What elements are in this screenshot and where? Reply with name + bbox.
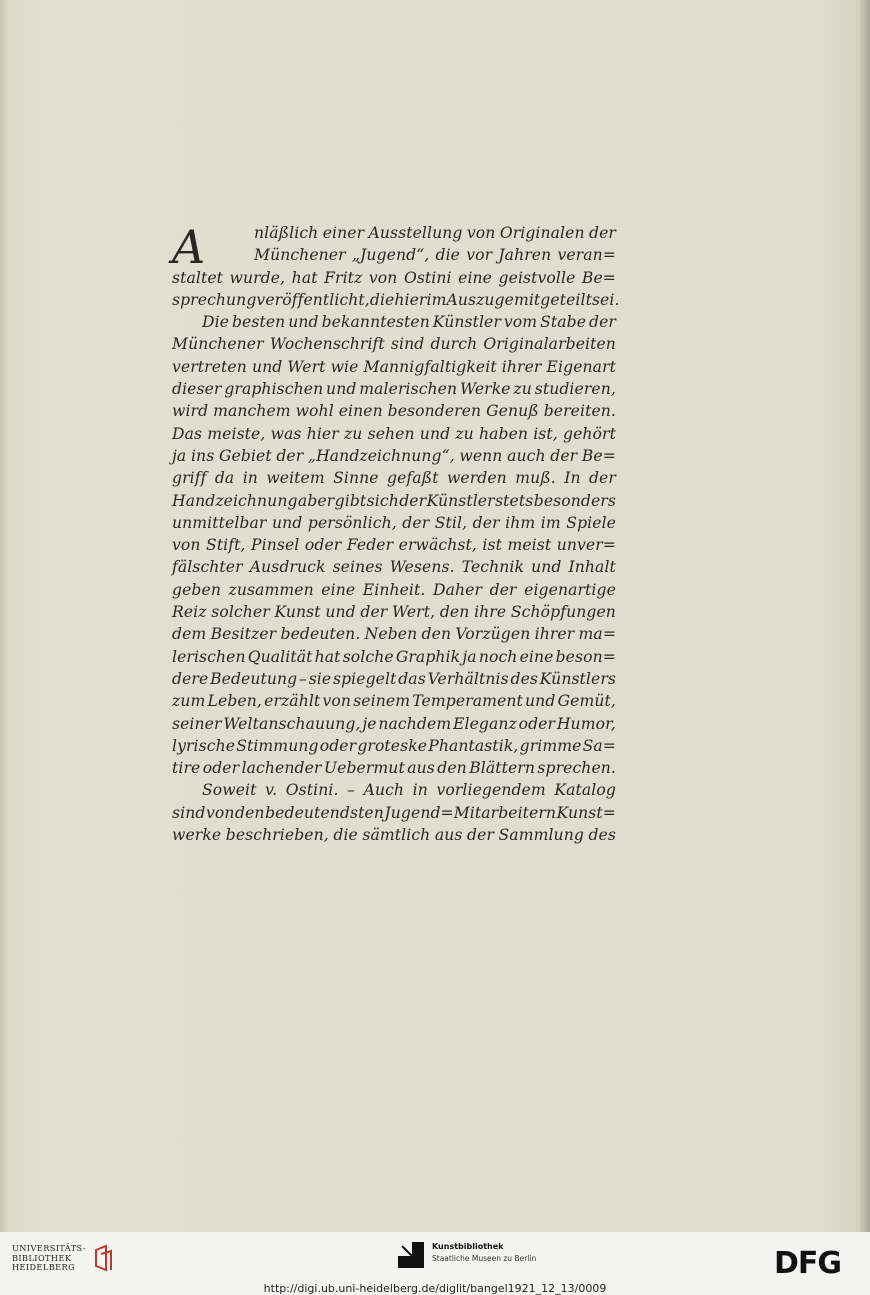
word: Gebiet xyxy=(218,446,272,465)
word: ihre xyxy=(474,603,507,622)
word: studieren, xyxy=(534,380,616,399)
word: Fritz xyxy=(324,268,363,287)
word: Stabe xyxy=(540,313,587,332)
word: bedeuten. xyxy=(280,625,361,644)
word: noch xyxy=(478,647,518,666)
word: Gemüt, xyxy=(557,692,616,711)
word: veran= xyxy=(557,246,616,265)
word: Stil, xyxy=(434,513,468,532)
word: Verhältnis xyxy=(427,669,509,688)
word: Graphik xyxy=(395,647,461,666)
word: eigenartige xyxy=(524,580,616,599)
word: sprechung xyxy=(172,290,257,309)
text-line xyxy=(172,579,616,601)
page-edge xyxy=(860,0,870,1232)
word: unmittelbar xyxy=(172,513,267,532)
word: – xyxy=(299,669,307,688)
word: Wert xyxy=(287,357,326,376)
word: Wert, xyxy=(392,603,436,622)
word: staltet xyxy=(172,268,224,287)
word: solcher xyxy=(211,603,270,622)
word: Ostini. xyxy=(285,781,339,800)
text-line xyxy=(172,423,616,445)
text-line xyxy=(172,713,616,735)
word: den xyxy=(437,759,467,778)
word: der xyxy=(276,446,304,465)
word: Die xyxy=(202,313,230,332)
word: Qualität xyxy=(247,647,313,666)
word: weitem xyxy=(266,469,325,488)
word: graphischen xyxy=(224,380,324,399)
word: Jahren xyxy=(498,246,552,265)
word: der xyxy=(589,313,616,332)
text-line xyxy=(172,757,616,779)
word: In xyxy=(564,469,581,488)
word: den xyxy=(235,803,265,822)
word: sprechen. xyxy=(537,759,616,778)
text-line xyxy=(172,490,616,512)
word: bedeutendsten xyxy=(265,803,384,822)
ub-text-line: UNIVERSITÄTS- xyxy=(12,1243,87,1253)
text-line xyxy=(172,802,616,824)
word: v. xyxy=(265,781,278,800)
word: Kunst= xyxy=(556,803,616,822)
word: und xyxy=(288,313,319,332)
word: erwächst, xyxy=(398,536,477,555)
word: aus xyxy=(434,826,463,845)
word: wurde, xyxy=(229,268,286,287)
word: Be= xyxy=(581,446,616,465)
word: Ostini xyxy=(403,268,452,287)
text-line xyxy=(172,356,616,378)
word: oder xyxy=(319,736,357,755)
word: Schöpfungen xyxy=(510,603,616,622)
word: von xyxy=(466,224,496,242)
word: seinem xyxy=(353,692,411,711)
word: erzählt xyxy=(264,692,321,711)
word: werden xyxy=(446,469,507,488)
word: Eleganz xyxy=(453,714,517,733)
ub-heidelberg-logo[interactable] xyxy=(12,1244,114,1273)
word: bekanntesten xyxy=(321,313,430,332)
word: Daher xyxy=(433,580,483,599)
word: und xyxy=(531,558,562,577)
word: haben xyxy=(478,424,529,443)
word: der xyxy=(402,513,430,532)
word: ist xyxy=(482,536,502,555)
word: Auszuge xyxy=(446,290,514,309)
word: zusammen xyxy=(228,580,314,599)
word: bereiten. xyxy=(543,402,616,421)
word: Künstlers xyxy=(539,669,616,688)
word: wird xyxy=(172,402,209,421)
ub-text-line: HEIDELBERG xyxy=(12,1262,76,1272)
word: Das xyxy=(172,424,203,443)
word: im xyxy=(426,290,447,309)
word: von xyxy=(205,803,235,822)
word: groteske xyxy=(357,736,428,755)
word: meist xyxy=(507,536,552,555)
text-line xyxy=(172,824,616,846)
word: griff xyxy=(172,469,207,488)
word: eine xyxy=(519,647,554,666)
word: des xyxy=(510,669,538,688)
word: Münchener xyxy=(172,335,264,354)
text-line xyxy=(172,222,616,244)
word: unver= xyxy=(556,536,616,555)
word: geistvolle xyxy=(498,268,576,287)
text-line xyxy=(172,333,616,355)
text-line xyxy=(172,668,616,690)
word: sehen xyxy=(367,424,415,443)
word: ins xyxy=(190,446,215,465)
text-line xyxy=(172,311,616,333)
word: da xyxy=(214,469,235,488)
word: ihrer xyxy=(501,357,542,376)
word: Originalarbeiten xyxy=(483,335,616,354)
word: vorliegendem xyxy=(436,781,546,800)
word: Stimmung xyxy=(236,736,319,755)
word: gefaßt xyxy=(387,469,439,488)
word: nläßlich xyxy=(254,224,319,242)
word: und xyxy=(419,424,451,443)
word: Spiele xyxy=(566,513,616,532)
text-line xyxy=(172,779,616,801)
word: Künstler xyxy=(426,491,495,510)
word: Humor, xyxy=(556,714,616,733)
ub-heidelberg-text xyxy=(12,1244,86,1273)
word: Jugend=Mitarbeitern xyxy=(384,803,557,822)
word: ma= xyxy=(578,625,616,644)
word: Künstler xyxy=(432,313,501,332)
body-text xyxy=(172,220,620,846)
word: Handzeichnung xyxy=(172,491,298,510)
word: aus xyxy=(407,759,435,778)
word: wohl xyxy=(295,402,334,421)
word: lerischen xyxy=(172,647,246,666)
word: die xyxy=(369,290,395,309)
word: das xyxy=(398,669,426,688)
word: dieser xyxy=(172,380,222,399)
word: Pinsel xyxy=(251,536,300,555)
word: Feder xyxy=(346,536,394,555)
word: Leben, xyxy=(207,692,262,711)
word: den xyxy=(439,603,470,622)
word: Mannigfaltigkeit xyxy=(363,357,497,376)
word: muß. xyxy=(515,469,556,488)
text-line xyxy=(172,735,616,757)
word: Besitzer xyxy=(210,625,277,644)
word: einer xyxy=(322,224,365,242)
word: sämtlich xyxy=(362,826,431,845)
word: vertreten xyxy=(172,357,247,376)
word: gehört xyxy=(562,424,616,443)
word: lachender xyxy=(241,759,322,778)
word: oder xyxy=(304,536,342,555)
word: – xyxy=(347,781,356,800)
word: vor xyxy=(466,246,493,265)
word: seiner xyxy=(172,714,222,733)
word: sei. xyxy=(591,290,620,309)
word: die xyxy=(435,246,460,265)
word: und xyxy=(325,603,356,622)
word: der xyxy=(489,580,517,599)
word: tire xyxy=(172,759,201,778)
drop-cap: A xyxy=(172,220,206,274)
word: ja xyxy=(462,647,477,666)
ub-text-line: BIBLIOTHEK xyxy=(12,1252,72,1263)
word: mitgeteilt xyxy=(513,290,592,309)
word: im xyxy=(540,513,561,532)
word: hat xyxy=(291,268,318,287)
word: der xyxy=(589,224,616,242)
word: besten xyxy=(231,313,286,332)
word: Auch xyxy=(363,781,405,800)
word: vom xyxy=(503,313,538,332)
word: Blättern xyxy=(469,759,536,778)
word: der xyxy=(550,446,578,465)
text-line xyxy=(172,623,616,645)
word: Katalog xyxy=(554,781,616,800)
word: der xyxy=(472,513,500,532)
text-line xyxy=(172,467,616,489)
word: zum xyxy=(172,692,206,711)
word: Weltanschauung, xyxy=(223,714,361,733)
word: gibt xyxy=(334,491,367,510)
word: Kunst xyxy=(274,603,321,622)
text-line xyxy=(172,244,616,266)
word: meiste, xyxy=(207,424,266,443)
word: Stift, xyxy=(206,536,246,555)
word: werke xyxy=(172,826,222,845)
word: Münchener xyxy=(254,246,346,265)
kunstbibliothek-title: Kunstbibliothek xyxy=(432,1242,504,1251)
word: einen xyxy=(338,402,383,421)
word: Ausdruck xyxy=(249,558,326,577)
word: nachdem xyxy=(378,714,452,733)
footer-bar xyxy=(0,1232,870,1295)
word: geben xyxy=(172,580,221,599)
word: grimme xyxy=(519,736,582,755)
word: spiegelt xyxy=(332,669,397,688)
word: zu xyxy=(343,424,363,443)
word: malerischen xyxy=(359,380,458,399)
word: ihrer xyxy=(534,625,575,644)
word: Sa= xyxy=(582,736,616,755)
word: in xyxy=(412,781,428,800)
dfg-logo[interactable]: DFG xyxy=(774,1246,842,1281)
word: dem xyxy=(172,625,207,644)
text-line xyxy=(172,646,616,668)
word: Wesens. xyxy=(389,558,455,577)
text-line xyxy=(172,267,616,289)
word: hat xyxy=(314,647,341,666)
word: Originalen xyxy=(499,224,585,242)
text-line xyxy=(172,556,616,578)
word: und xyxy=(251,357,283,376)
word: oder xyxy=(202,759,240,778)
word: Ausstellung xyxy=(368,224,463,242)
word: wie xyxy=(330,357,359,376)
word: von xyxy=(322,692,352,711)
ub-heidelberg-mark-icon xyxy=(92,1244,114,1272)
kunstbibliothek-subtitle: Staatliche Museen zu Berlin xyxy=(432,1254,537,1263)
word: von xyxy=(172,536,201,555)
word: Bedeutung xyxy=(210,669,298,688)
word: Uebermut xyxy=(323,759,405,778)
word: seines xyxy=(332,558,383,577)
word: des xyxy=(588,826,616,845)
word: ja xyxy=(172,446,187,465)
word: wenn xyxy=(459,446,503,465)
word: Einheit. xyxy=(362,580,426,599)
text-line xyxy=(172,378,616,400)
word: veröffentlicht, xyxy=(256,290,370,309)
word: der xyxy=(360,603,388,622)
word: hier xyxy=(394,290,427,309)
word: persönlich, xyxy=(307,513,397,532)
word: sind xyxy=(390,335,425,354)
kunstbibliothek-logo[interactable] xyxy=(398,1242,536,1268)
word: beson= xyxy=(555,647,616,666)
word: zu xyxy=(513,380,532,399)
word: fälschter xyxy=(172,558,243,577)
word: was xyxy=(270,424,302,443)
word: Phantastik, xyxy=(428,736,519,755)
word: eine xyxy=(458,268,493,287)
word: in xyxy=(242,469,258,488)
word: sie xyxy=(308,669,332,688)
word: Sammlung xyxy=(498,826,584,845)
word: hier xyxy=(306,424,339,443)
kunstbibliothek-mark-icon xyxy=(398,1242,424,1268)
word: Werke xyxy=(459,380,511,399)
word: Wochenschrift xyxy=(269,335,385,354)
word: der xyxy=(588,469,616,488)
text-line xyxy=(172,534,616,556)
word: Genuß xyxy=(486,402,539,421)
word: von xyxy=(368,268,398,287)
word: beschrieben, xyxy=(225,826,329,845)
permalink-url[interactable]: http://digi.ub.uni-heidelberg.de/diglit/bangel1921_12_13/0009 xyxy=(263,1282,607,1295)
word: Technik xyxy=(461,558,525,577)
word: Be= xyxy=(581,268,616,287)
word: und xyxy=(271,513,303,532)
word: „Jugend“, xyxy=(351,246,430,265)
word: Temperament xyxy=(412,692,523,711)
word: besonders xyxy=(533,491,616,510)
word: zu xyxy=(455,424,474,443)
text-line xyxy=(172,289,620,311)
word: „Handzeichnung“, xyxy=(307,446,455,465)
text-line xyxy=(172,690,616,712)
word: je xyxy=(362,714,377,733)
word: sich xyxy=(366,491,399,510)
word: ihm xyxy=(505,513,536,532)
word: Sinne xyxy=(333,469,379,488)
text-line xyxy=(172,400,616,422)
word: den xyxy=(421,625,452,644)
text-line xyxy=(172,601,616,623)
word: eine xyxy=(321,580,356,599)
word: manchem xyxy=(213,402,291,421)
word: besonderen xyxy=(387,402,482,421)
text-line xyxy=(172,512,616,534)
word: auch xyxy=(507,446,546,465)
word: sind xyxy=(172,803,206,822)
word: oder xyxy=(518,714,556,733)
word: solche xyxy=(342,647,394,666)
text-line xyxy=(172,445,616,467)
word: durch xyxy=(430,335,478,354)
word: Eigenart xyxy=(546,357,616,376)
word: lyrische xyxy=(172,736,236,755)
word: Reiz xyxy=(172,603,207,622)
word: Neben xyxy=(364,625,418,644)
word: und xyxy=(525,692,556,711)
word: Inhalt xyxy=(568,558,616,577)
word: dere xyxy=(172,669,209,688)
word: Soweit xyxy=(202,781,257,800)
word: die xyxy=(333,826,358,845)
word: und xyxy=(326,380,357,399)
word: stets xyxy=(495,491,534,510)
word: ist, xyxy=(533,424,558,443)
word: aber xyxy=(297,491,335,510)
word: der xyxy=(467,826,494,845)
word: Vorzügen xyxy=(455,625,531,644)
word: der xyxy=(399,491,427,510)
